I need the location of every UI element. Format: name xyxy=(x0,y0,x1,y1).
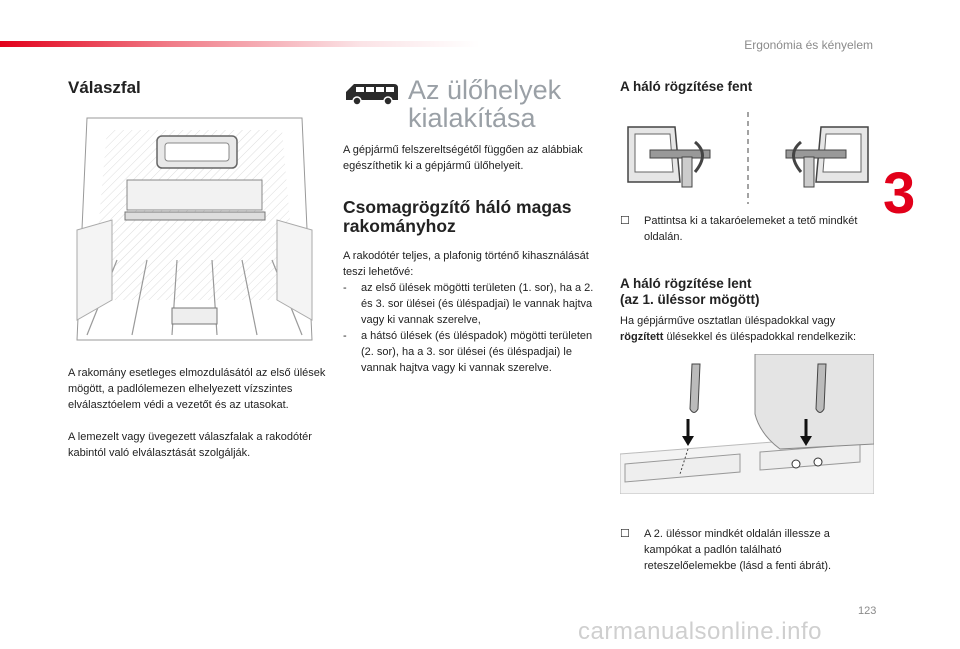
section-title-bottom-fixing-line-1: A háló rögzítése lent xyxy=(620,276,752,291)
bottom-fixing-intro xyxy=(620,313,878,345)
valaszfal-paragraph-1: A rakomány esetleges elmozdulásától az első ülések mögött, a padlólemezen elhelyezett vízszintes elválasztóelem védi a vezetőt és az utasokat. xyxy=(68,367,326,411)
checkbox-icon: ☐ xyxy=(620,215,630,227)
bottom-fixing-intro-part-2: ülésekkel és üléspadokkal rendelkezik: xyxy=(666,331,857,343)
section-title-valaszfal: Válaszfal xyxy=(68,78,141,97)
cargo-net-bullet-2: a hátsó ülések (és üléspadok) mögötti területen (2. sor), ha a 3. sor ülései (és üléspadjai) le vannak hajtva vagy ki vannak szerelve. xyxy=(361,330,593,374)
page-title-line-1: Az ülőhelyek xyxy=(408,75,562,105)
valaszfal-paragraph-2: A lemezelt vagy üvegezett válaszfalak a rakodótér kabintól való elválasztását szolgálják. xyxy=(68,431,312,459)
section-title-top-fixing: A háló rögzítése fent xyxy=(620,79,753,94)
bottom-fixing-intro-bold: rögzített xyxy=(620,331,664,343)
section-title-cargo-net xyxy=(343,198,572,236)
cargo-area-illustration xyxy=(67,110,322,346)
checkbox-icon: ☐ xyxy=(620,528,630,540)
list-item: - az első ülések mögötti területen (1. sor), ha a 2. és 3. sor ülései (és üléspadjai) le vannak hajtva vagy ki vannak szerelve, xyxy=(343,280,605,328)
bottom-fixing-intro-part-1: Ha gépjárműve osztatlan üléspadokkal vagy xyxy=(620,315,836,327)
section-title-cargo-net-line-1: Csomagrögzítő háló magas xyxy=(343,197,572,217)
section-title-bottom-fixing xyxy=(620,276,760,308)
cargo-net-intro: A rakodótér teljes, a plafonig történő kihasználását teszi lehetővé: xyxy=(343,250,589,278)
page-title-line-2: kialakítása xyxy=(408,103,536,133)
van-icon xyxy=(344,80,400,106)
page-title xyxy=(408,76,561,132)
top-fixing-text: Pattintsa ki a takaróelemeket a tető mindkét oldalán. xyxy=(644,215,858,243)
section-title-bottom-fixing-line-2: (az 1. üléssor mögött) xyxy=(620,292,760,307)
top-fixing-instruction xyxy=(620,213,870,245)
list-item: - a hátsó ülések (és üléspadok) mögötti területen (2. sor), ha a 3. sor ülései (és üléspadjai) le vannak hajtva vagy ki vannak szerelve. xyxy=(343,328,605,376)
bottom-fixing-illustration xyxy=(620,354,874,494)
page-number: 123 xyxy=(858,605,877,617)
cargo-net-bullet-1: az első ülések mögötti területen (1. sor), ha a 2. és 3. sor ülései (és üléspadjai) le vannak hajtva vagy ki vannak szerelve, xyxy=(361,282,594,326)
list-item xyxy=(620,526,870,574)
watermark: carmanualsonline.info xyxy=(578,618,822,645)
cargo-net-body xyxy=(343,248,605,376)
top-fixing-illustration xyxy=(620,112,876,204)
chapter-number: 3 xyxy=(883,161,916,226)
section-header-title: Ergonómia és kényelem xyxy=(744,38,873,52)
bottom-fixing-instruction xyxy=(620,526,870,574)
seating-intro: A gépjármű felszereltségétől függően az alábbiak egészíthetik ki a gépjármű ülőhelyeit. xyxy=(343,144,583,172)
bottom-fixing-text: A 2. üléssor mindkét oldalán illessze a kampókat a padlón található reteszelőelemekbe (lásd a fenti ábrát). xyxy=(644,528,832,572)
list-item xyxy=(620,213,870,245)
header-accent-bar xyxy=(0,41,480,47)
section-title-cargo-net-line-2: rakományhoz xyxy=(343,216,456,236)
